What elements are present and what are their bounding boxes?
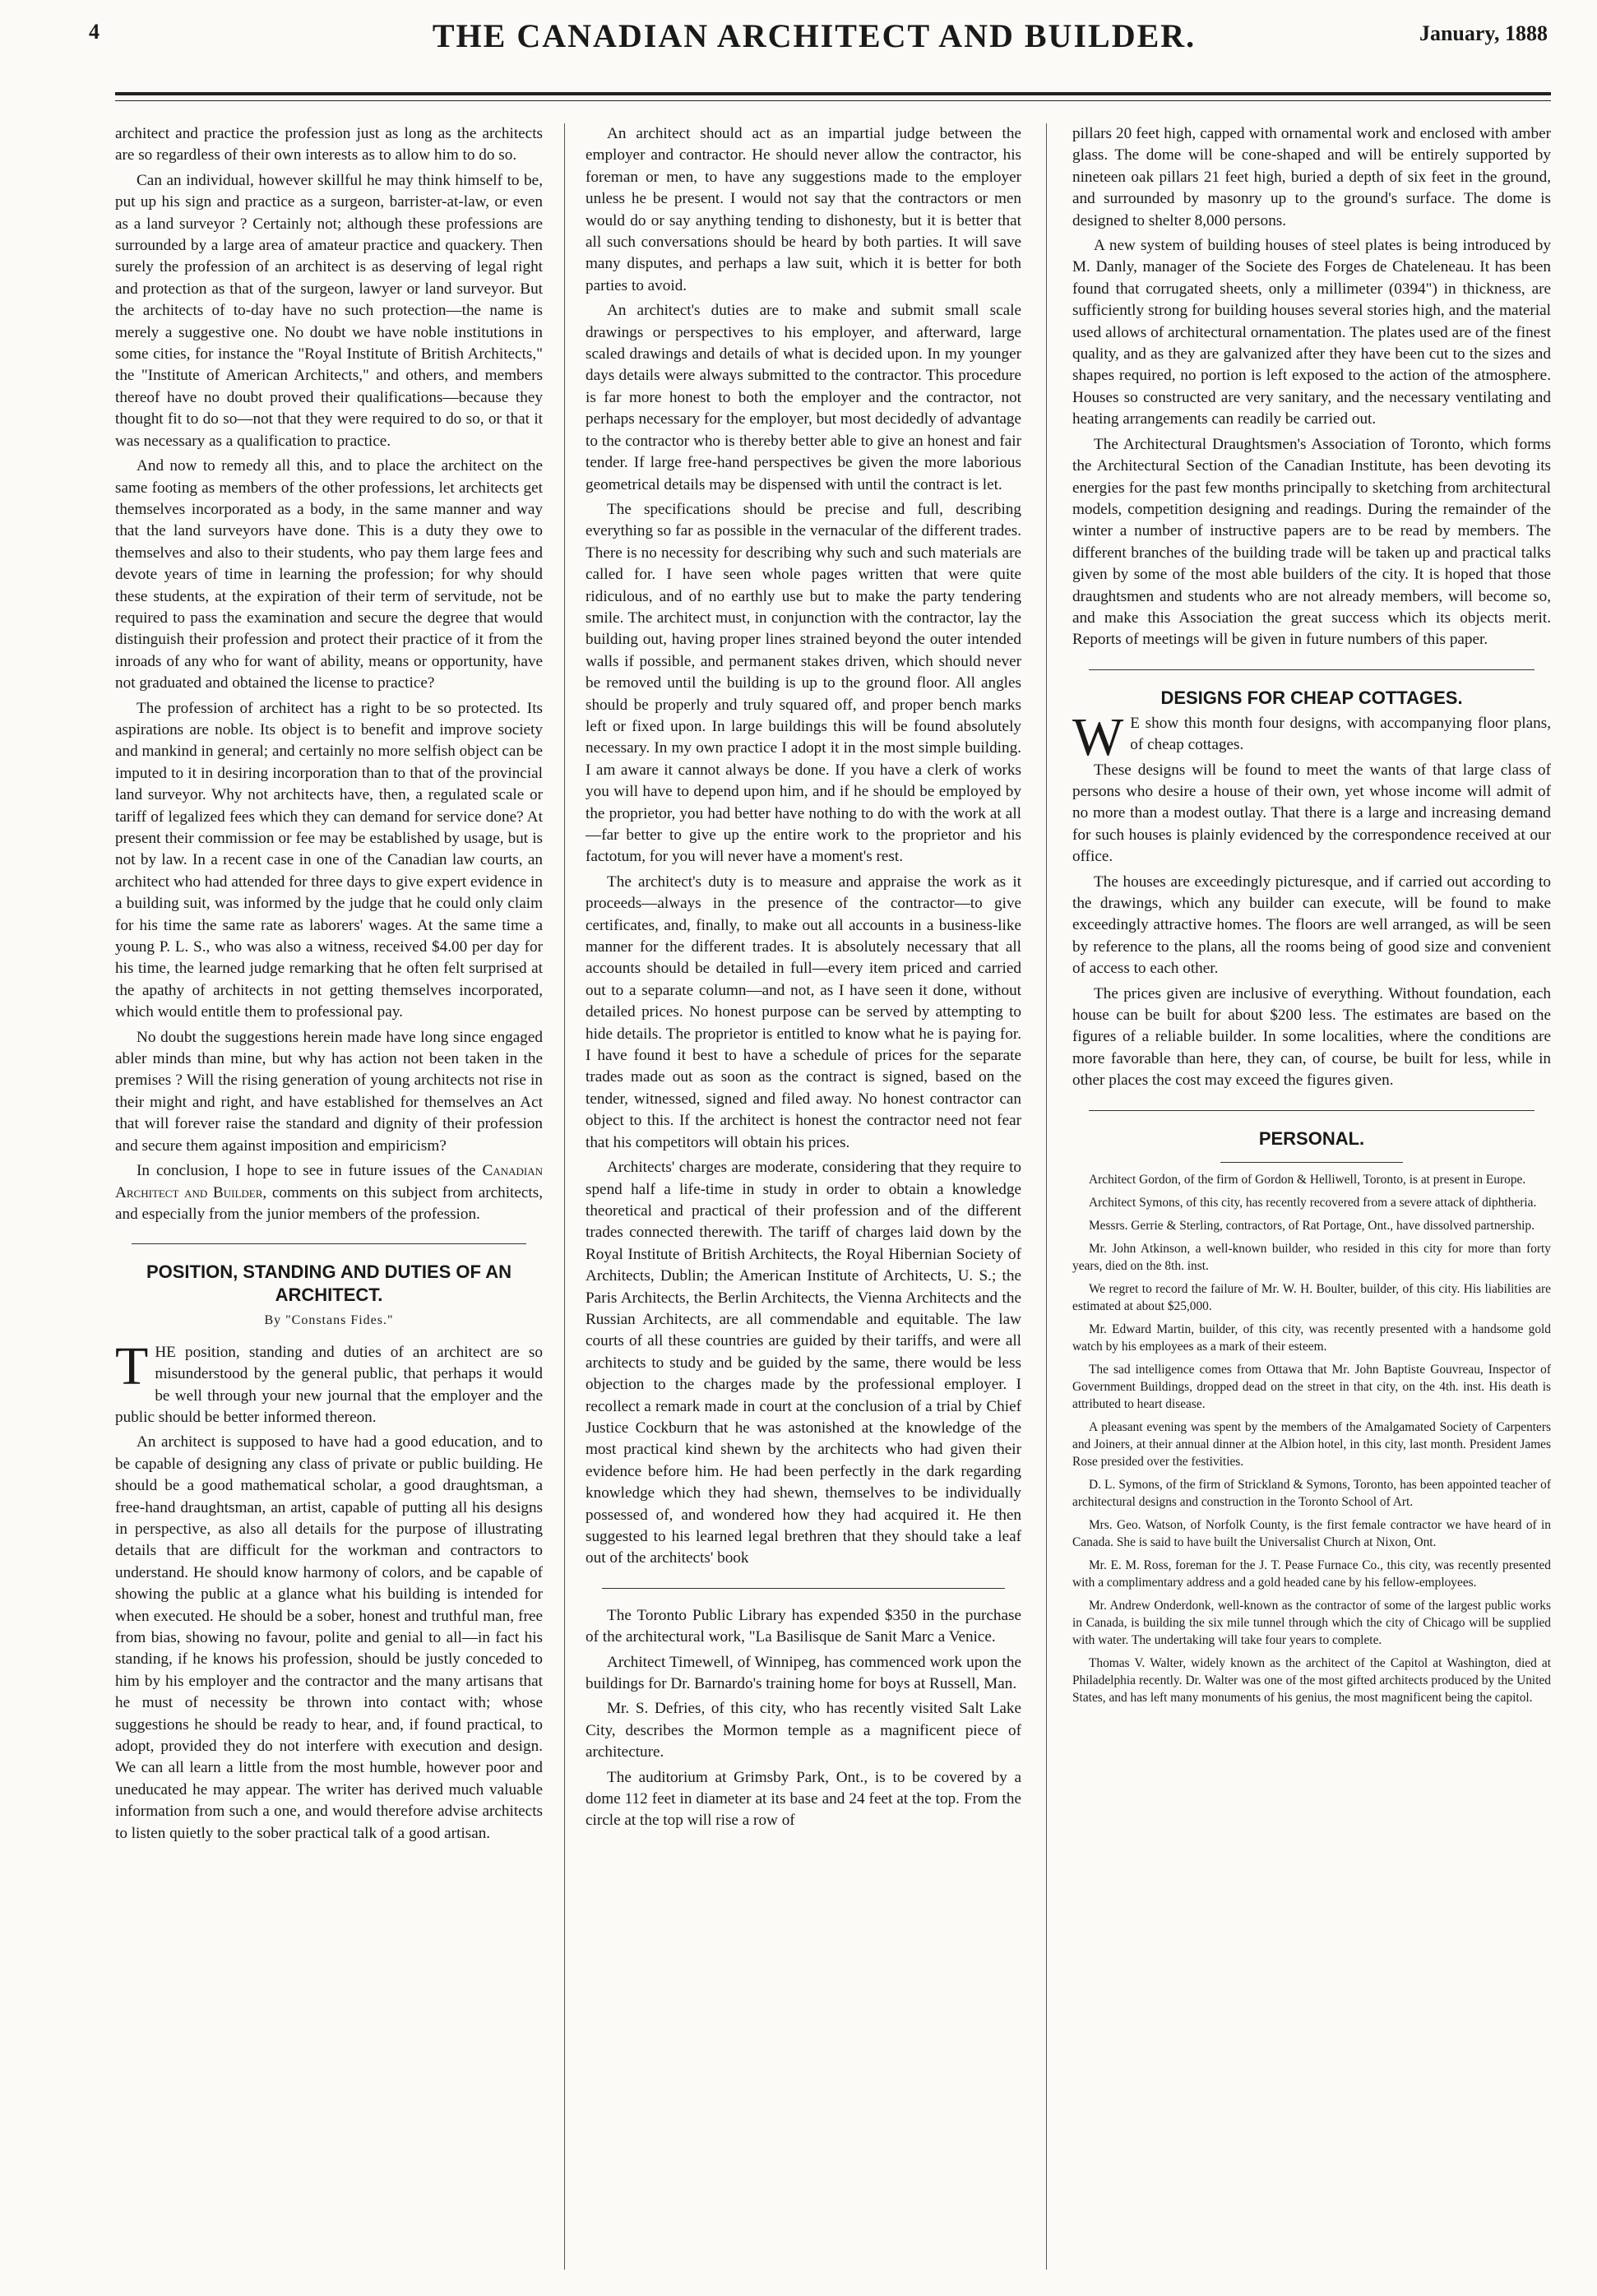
paragraph: A new system of building houses of steel plates is being introduced by M. Danly, manager of the Societe des Forges de Chateleneau. It has been found that corrugated sheets, only a millimeter (0394") in thickness, are sufficiently strong for building houses several stories high, and the material used allows of architectural ornamentation. The plates used are of the finest quality, and as they are galvanized after they have been cut to the sizes and shapes required, no portion is left exposed to the action of the atmosphere. Houses so constructed are very sanitary, and the necessary ventilating and heating arrangements can readily be carried out. [1072,237,1551,428]
paragraph: The auditorium at Grimsby Park, Ont., is to be covered by a dome 112 feet in diameter at its base and 24 feet at the top. From the circle at the top will rise a row of [586,1768,1021,1830]
paragraph: The profession of architect has a right to be so protected. Its aspirations are noble. Its object is to benefit and improve society and mankind in general; and certainly no more selfish object can be imputed to it in desiring incorporation than to that of the provincial land surveyor. Why not architects have, then, a regulated scale or tariff of legalized fees which they can demand for service done? At present their commission or fee may be established by usage, but is not by law. In a recent case in one of the Canadian law courts, an architect who had attended for three days to give expert evidence in a building suit, was informed by the judge that he could only claim for his time the same rate as laborers' wages. At the same time a young P. L. S., who was also a witness, received $4.00 per day for his time, the learned judge remarking that he often felt surprised at the apathy of architects in not getting themselves incorporated, which would entitle them to professional pay. [115,699,543,1021]
text-span: In conclusion, I hope to see in future issues of the [137,1162,483,1180]
article-heading: DESIGNS FOR CHEAP COTTAGES. [1160,687,1463,708]
personal-notes [1072,1171,1551,1706]
paragraph: The specifications should be precise and full, describing everything so far as possible in the vernacular of the different trades. There is no necessity for describing why such and such materials are called for. I have seen whole pages written that were quite ridiculous, and of no earthly use but to make the party tendering smile. The architect must, in conjunction with the contractor, lay the building out, having proper lines strained beyond the outer intended walls if possible, and permanent stakes driven, which should never be removed until the building is up to the ground floor. All angles should be properly and truly squared off, and proper bench marks left or fixed upon. In large buildings this will be found absolutely necessary. In my own practice I adopt it in the most simple building. I am aware it cannot always be done. If you have a clerk of works you will have to depend upon him, and if he should be employed by the proprietor, you had better have nothing to do with the work at all—far better to give up the entire work to the proprietor and his factotum, for you will never have a moment's rest. [586,500,1021,866]
section-divider [132,1243,526,1244]
personal-item: D. L. Symons, of the firm of Strickland & Symons, Toronto, has been appointed teacher of architectural designs and construction in the Toronto School of Art. [1072,1477,1551,1509]
personal-item: Thomas V. Walter, widely known as the architect of the Capitol at Washington, died at Philadelphia recently. Dr. Walter was one of the most gifted architects produced by the United States, and has left many monuments of his genius, the most magnificent being the capitol. [1072,1655,1551,1705]
column-left [115,123,543,2261]
paragraph: No doubt the suggestions herein made have long since engaged abler minds than mine, but why has action not been taken in the premises ? Will the rising generation of young architects not rise in their might and right, and have established for themselves an Act that will forever raise the standard and dignity of their profession and secure them against imposition and empiricism? [115,1028,543,1155]
paragraph: The prices given are inclusive of everything. Without foundation, each house can be built for about $200 less. The estimates are based on the figures of a reliable builder. In some localities, where the conditions are more favorable than here, they can, of course, be built for less, while in other places the cost may exceed the figures given. [1072,984,1551,1090]
personal-item: Messrs. Gerrie & Sterling, contractors, of Rat Portage, Ont., have dissolved partnership. [1089,1218,1535,1233]
column-rule [564,123,565,2270]
page-number: 4 [89,20,100,44]
header-rule-thin [115,100,1551,101]
paragraph: An architect should act as an impartial judge between the employer and contractor. He should never allow the contractor, his foreman or men, to have any suggestions made to the employer unless he be present. I would not say that the contractors or men would do or say anything tending to dishonesty, but it is better that all such conversations should be heard by both parties. It will save many disputes, and perhaps a law suit, which it is better for both parties to avoid. [586,125,1021,294]
personal-item: Mrs. Geo. Watson, of Norfolk County, is the first female contractor we have heard of in Canada. She is said to have built the Universalist Church at Nixon, Ont. [1072,1517,1551,1549]
column-rule [1046,123,1047,2270]
personal-item: Mr. Andrew Onderdonk, well-known as the contractor of some of the largest public works in Canada, is building the six mile tunnel through which the city of Chicago will be supplied with water. The undertaking will take four years to complete. [1072,1598,1551,1647]
journal-name: Canadian Architect and Builder [115,1162,543,1201]
personal-item: A pleasant evening was spent by the members of the Amalgamated Society of Carpenters and Joiners, at their annual dinner at the Albion hotel, in this city, last month. President James Rose presided over the festivities. [1072,1419,1551,1469]
paragraph: Architect Timewell, of Winnipeg, has commenced work upon the buildings for Dr. Barnardo's training home for boys at Russell, Man. [586,1653,1021,1693]
paragraph: The Architectural Draughtsmen's Association of Toronto, which forms the Architectural Section of the Canadian Institute, has been devoting its energies for the past few months principally to sketching from architectural models, competition designing and readings. During the remainder of the winter a number of instructive papers are to be read by members. The different branches of the building trade will be taken up and practical talks given by some of the most able builders of the city. It is hoped that those draughtsmen and students who are not already members, will become so, and make this Association the great success which its objects merit. Reports of meetings will be given in future numbers of this paper. [1072,435,1551,649]
personal-item: Mr. Edward Martin, builder, of this city, was recently presented with a handsome gold watch by his employees as a mark of their esteem. [1072,1322,1551,1354]
personal-item: Mr. E. M. Ross, foreman for the J. T. Pease Furnace Co., this city, was recently presented with a complimentary address and a gold headed cane by his fellow-employees. [1072,1558,1551,1590]
personal-item: Architect Gordon, of the firm of Gordon & Helliwell, Toronto, is at present in Europe. [1089,1172,1526,1187]
column-middle [586,123,1021,2261]
paragraph: The houses are exceedingly picturesque, and if carried out according to the drawings, which any builder can execute, will be found to make exceedingly attractive homes. The floors are well arranged, as will be seen by reference to the plans, all the rooms being of good size and convenient of access to each other. [1072,873,1551,978]
paragraph [115,1160,543,1225]
paragraph: Mr. S. Defries, of this city, who has recently visited Salt Lake City, describes the Mormon temple as a magnificent piece of architecture. [586,1700,1021,1761]
personal-item: We regret to record the failure of Mr. W. H. Boulter, builder, of this city. His liabilities are estimated at about $25,000. [1072,1281,1551,1313]
paragraph: architect and practice the profession just as long as the architects are so regardless of their own interests as to allow him to do so. [115,125,543,164]
section-divider [1089,669,1535,670]
personal-item: The sad intelligence comes from Ottawa that Mr. John Baptiste Gouvreau, Inspector of Government Buildings, dropped dead on the street in that city, on the 4th. inst. His death is attributed to heart disease. [1072,1362,1551,1411]
paragraph: The architect's duty is to measure and appraise the work as it proceeds—always in the presence of the contractor—to give certificates, and, finally, to make out all accounts in a business-like manner for the different trades. It is absolutely necessary that all accounts should be detailed in full—every item priced and carried out to a separate column—and not, as I have seen it done, without detailed prices. No honest purpose can be served by attempting to hide details. The proprietor is entitled to know what he is paying for. I have found it best to have a schedule of prices for the separate trades made out as soon as the contract is signed, based on the tender, witnessed, signed and filed away. No honest contractor can object to this. If the architect is honest the contractor need not fear that his competitors will obtain his prices. [586,873,1021,1151]
masthead-title: THE CANADIAN ARCHITECT AND BUILDER. [432,17,1197,54]
paragraph [115,1335,543,1429]
paragraph: Architects' charges are moderate, considering that they require to spend half a life-time in study in order to obtain a knowledge theoretical and practical of their profession and of the different trades connected therewith. The tariff of charges laid down by the Royal Institute of British Architects, the Royal Hibernian Society of Architects, Dublin; the American Institute of Architects, U. S.; the Paris Architects, the Berlin Architects, the Vienna Architects and the Russian Architects, are all commendable and equitable. The law courts of all these countries are guided by their tariffs, and were all architects to study and be guided by the same, there would be less objection to the charges made by the professional employer. I recollect a remark made in court at the conclusion of a trial by Chief Justice Cockburn that he was astonished at the knowledge of the most practical kind shewn by the architects who had given their evidence before him. He had been perfectly in the dark regarding knowledge which they had shewn, themselves to be individually possessed of, and wondered how they had acquired it. He then suggested to his learned legal brethren that they should take a leaf out of the architects' book [586,1159,1021,1567]
issue-date: January, 1888 [1419,21,1548,45]
paragraph: Can an individual, however skillful he may think himself to be, put up his sign and practice as a surgeon, barrister-at-law, or even as a land surveyor ? Certainly not; although these professions are surrounded by a large area of amateur practice and quackery. Then surely the profession of an architect is as deserving of legal right and protection as that of the surgeon, lawyer or land surveyor. But the architects of to-day have no such protection—the name is merely a suggestive one. No doubt we have noble institutions in some cities, for instance the "Royal Institute of British Architects," the "Institute of American Architects," and others, and members thereof have no doubt proved their qualifications—because they thought fit to do so—not that they were required to do so, or that it was necessary as a qualification to practice. [115,171,543,450]
heading-underline [1220,1162,1403,1163]
paragraph: The Toronto Public Library has expended $350 in the purchase of the architectural work, "La Basilisque de Sanit Marc a Venice. [586,1606,1021,1646]
section-heading: PERSONAL. [1258,1127,1365,1149]
section-divider [602,1588,1005,1589]
drop-cap: T [115,1335,149,1396]
personal-item: Mr. John Atkinson, a well-known builder, who resided in this city for more than forty years, died on the 8th. inst. [1072,1241,1551,1273]
paragraph: And now to remedy all this, and to place the architect on the same footing as members of the other professions, let architects get themselves incorporated as a body, in the same manner and way that the land surveyors have done. This is a duty they owe to themselves and also to their students, who pay them large fees and devote years of time in learning the profession; for why should these students, at the expiration of their term of servitude, not be required to pass the examination and secure the degree that would distinguish their profession and protect their practice of it from the inroads of any who for want of ability, means or opportunity, have not graduated and obtained the license to practice? [115,457,543,692]
drop-cap: W [1072,706,1124,767]
paragraph: An architect is supposed to have had a good education, and to be capable of designing any class of private or public building. He should be a good mathematical scholar, a good draughtsman, a free-hand draughtsman, an artist, capable of putting all his designs in perspective, as also all details for the purpose of illustrating details that are difficult for the workman and contractors to understand. He should know harmony of colors, and be capable of showing the public at a glance what his building is intended for when executed. He should be a sober, honest and truthful man, free from bias, showing no favour, polite and genial to all—in fact his standing, if he knows his profession, should be justly conceded to him by his employer and the contractor and the many artisans that he must of necessity be thrown into contact with; whose suggestions he should be ready to hear, and, if found practical, to adopt, provided they do not interfere with execution and design. We can all learn a little from the most humble, however poor and uneducated he may appear. The writer has derived much valuable information from such a one, and would therefore advise architects to listen quietly to the sober practical talk of a good artisan. [115,1433,543,1842]
header-rule [115,92,1551,95]
column-right [1072,123,1551,2261]
section-divider [1089,1110,1535,1111]
byline: By "Constans Fides." [264,1313,394,1328]
article-heading: POSITION, STANDING AND DUTIES OF AN ARCHITECT. [146,1261,512,1306]
paragraph [1072,706,1551,767]
paragraph: These designs will be found to meet the wants of that large class of persons who desire a house of their own, yet whose income will admit of no more than a modest outlay. That there is a large and increasing demand for such houses is plainly evidenced by the correspondence received at our office. [1072,761,1551,866]
paragraph: An architect's duties are to make and submit small scale drawings or perspectives to his employer, and afterward, large scaled drawings and details of what is decided upon. In my younger days details were always submitted to the contractor. This procedure is far more honest to both the employer and the contractor, not perhaps necessary for the employer, but most decidedly of advantage to the contractor who is thereby better able to give an honest and fair tender. If large free-hand perspectives be given the more laborious geometrical details may be dispensed with until the contract is let. [586,302,1021,493]
paragraph: pillars 20 feet high, capped with ornamental work and enclosed with amber glass. The dome will be cone-shaped and will be entirely supported by nineteen oak pillars 21 feet high, buried a depth of six feet in the ground, and surrounded by masonry up to the ground's surface. The dome is designed to shelter 8,000 persons. [1072,125,1551,229]
personal-item: Architect Symons, of this city, has recently recovered from a severe attack of diphtheria. [1089,1195,1537,1210]
text-span: , comments on this subject from architects, and especially from the junior members of the profession. [115,1183,543,1223]
text-span: HE position, standing and duties of an architect are so misunderstood by the general public, that perhaps it would be well through your new journal that the employer and the public should be better informed thereon. [115,1343,543,1426]
text-span: E show this month four designs, with accompanying floor plans, of cheap cottages. [1130,714,1551,754]
